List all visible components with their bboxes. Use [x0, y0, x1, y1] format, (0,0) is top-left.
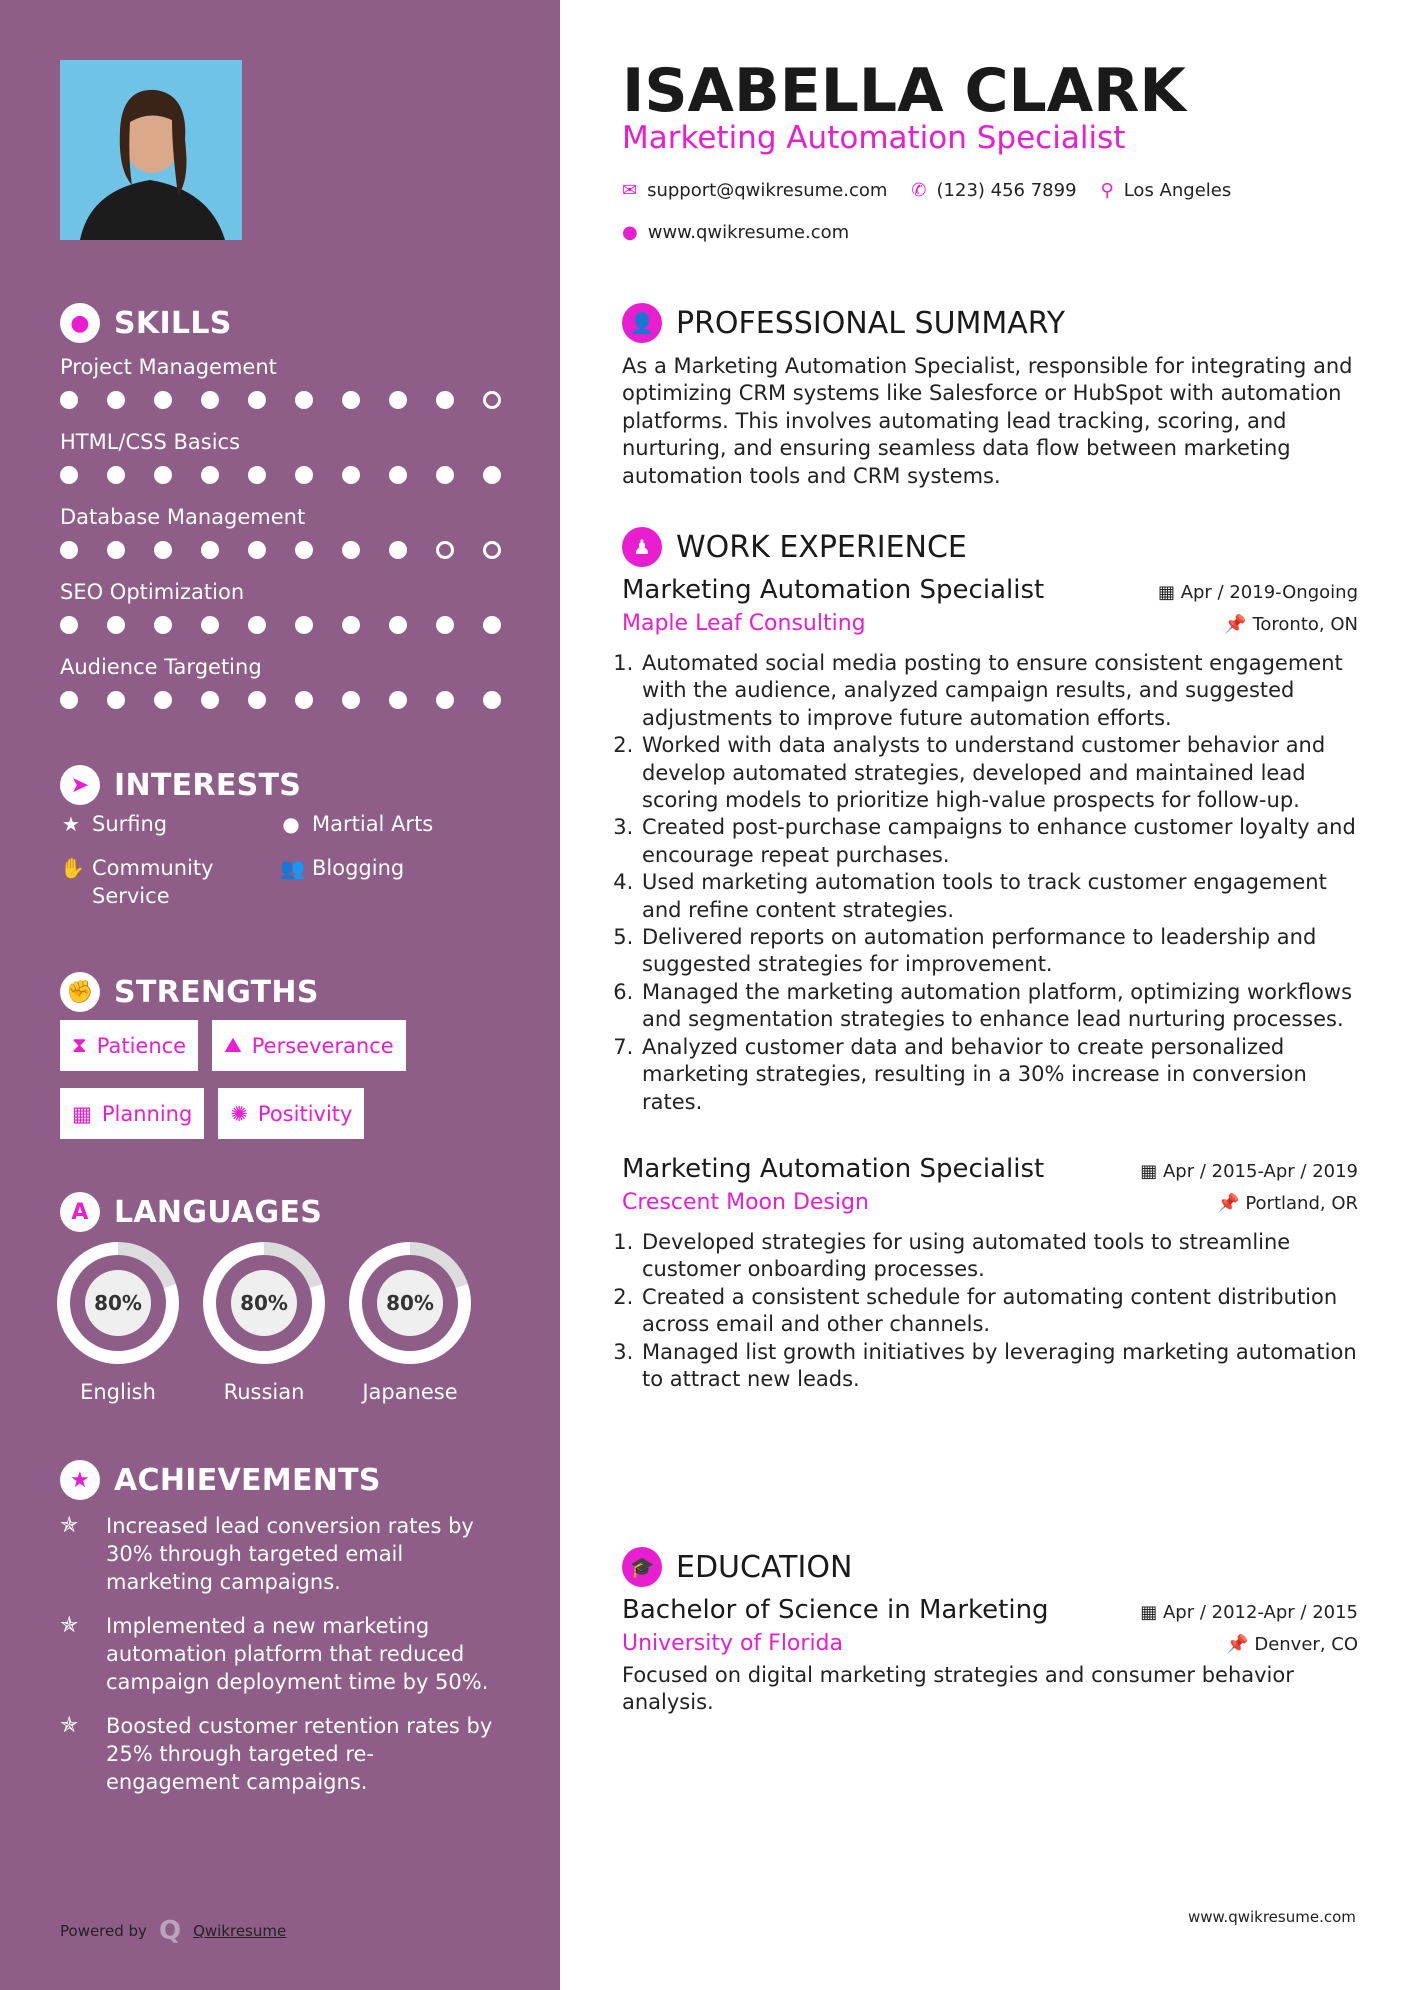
dot-filled: [107, 616, 125, 634]
job-header: [622, 1154, 1358, 1184]
pin-icon: 📌: [1217, 1192, 1246, 1214]
dot-filled: [342, 616, 360, 634]
job-location-text: Toronto, ON: [1252, 614, 1358, 635]
dot-filled: [60, 541, 78, 559]
education-heading: 🎓 EDUCATION: [622, 1547, 852, 1587]
language-percent: 80%: [377, 1270, 443, 1336]
job-location-text: Portland, OR: [1245, 1192, 1358, 1214]
dot-filled: [248, 466, 266, 484]
dot-filled: [436, 691, 454, 709]
achievements-heading: ★ ACHIEVEMENTS: [60, 1460, 381, 1500]
dot-filled: [483, 466, 501, 484]
school: University of Florida: [622, 1631, 843, 1656]
powered-by: Powered by Q Qwikresume: [60, 1916, 287, 1946]
star-badge-icon: ★: [60, 1460, 100, 1500]
achievement-item: [60, 1712, 500, 1796]
map-pin-icon: ⚲: [1100, 180, 1114, 201]
company-name: Crescent Moon Design: [622, 1189, 869, 1215]
profile-photo: [60, 60, 242, 240]
dot-filled: [342, 541, 360, 559]
jobs-list: [622, 575, 1362, 1393]
dot-filled: [436, 616, 454, 634]
dot-filled: [389, 391, 407, 409]
achievements-list: [60, 1512, 500, 1796]
dot-filled: [201, 391, 219, 409]
strength-label: Patience: [96, 1033, 187, 1058]
dot-empty: [483, 541, 501, 559]
footer-website[interactable]: www.qwikresume.com: [1188, 1908, 1356, 1926]
skill-label: Audience Targeting: [60, 655, 262, 679]
dot-filled: [154, 541, 172, 559]
strength-tag: [60, 1020, 198, 1071]
job-date: [1158, 582, 1358, 603]
dot-filled: [295, 616, 313, 634]
job-location: [1217, 1193, 1358, 1214]
star-burst-icon: ✯: [60, 1613, 79, 1638]
calendar-icon: ▦: [72, 1101, 92, 1126]
skills-heading: ● SKILLS: [60, 303, 232, 343]
achievement-text: Increased lead conversion rates by 30% through targeted email marketing campaigns.: [106, 1514, 474, 1594]
dot-filled: [154, 391, 172, 409]
interest-item: [60, 854, 280, 910]
skill-label: Database Management: [60, 505, 306, 529]
ring-gap: [216, 1255, 312, 1351]
dot-filled: [60, 616, 78, 634]
dot-filled: [201, 466, 219, 484]
job-header: [622, 575, 1358, 605]
job-date: [1140, 1161, 1358, 1182]
job-subheader: [622, 1190, 1358, 1215]
strengths-heading: ✊ STRENGTHS: [60, 972, 319, 1012]
job-bullet: 3. Managed list growth initiatives by leveraging marketing automation to attract new leads.: [640, 1339, 1362, 1394]
language-ring: [57, 1242, 179, 1364]
skill-item: [60, 430, 530, 505]
website-link[interactable]: www.qwikresume.com: [647, 222, 850, 243]
job-bullets: [622, 650, 1362, 1116]
dot-filled: [248, 541, 266, 559]
dot-filled: [342, 466, 360, 484]
achievement-item: [60, 1612, 500, 1696]
job-bullets: [622, 1229, 1362, 1393]
ring-gap: [70, 1255, 166, 1351]
education-location: Denver, CO: [1254, 1634, 1358, 1655]
phone-icon: ✆: [911, 180, 927, 201]
ring-gap: [362, 1255, 458, 1351]
summary-text: As a Marketing Automation Specialist, responsible for integrating and optimizing CRM systems like Salesforce or HubSpot with automation platforms. This involves automating lead tracking, scoring, and nurturing, and ensuring seamless data flow between marketing automation tools and CRM systems.: [622, 354, 1353, 488]
job-bullet: 1. Automated social media posting to ensure consistent engagement with the audience, analyzed campaign results, and suggested adjustments to improve future automation efforts.: [640, 650, 1362, 732]
job-entry: [622, 575, 1362, 1116]
dot-filled: [389, 691, 407, 709]
degree: Bachelor of Science in Marketing: [622, 1595, 1049, 1625]
job-bullet: 1. Developed strategies for using automated tools to streamline customer onboarding processes.: [640, 1229, 1362, 1284]
language-label: English: [80, 1380, 156, 1404]
interest-label: Blogging: [312, 856, 405, 880]
candidate-name: ISABELLA CLARK: [622, 56, 1186, 126]
interest-item: [280, 810, 500, 838]
dot-filled: [60, 391, 78, 409]
skill-item: [60, 355, 530, 430]
interest-item: [60, 810, 280, 838]
location-text: Los Angeles: [1123, 180, 1232, 201]
skill-item: [60, 655, 530, 730]
dot-filled: [483, 691, 501, 709]
strength-tag: [60, 1088, 204, 1139]
achievement-text: Boosted customer retention rates by 25% through targeted re-engagement campaigns.: [106, 1714, 493, 1794]
road-icon: ⛰: [224, 1033, 242, 1057]
interest-label: Martial Arts: [312, 812, 434, 836]
dot-empty: [483, 391, 501, 409]
dot-filled: [389, 616, 407, 634]
website-row: [622, 222, 849, 243]
fist-icon: ✊: [60, 972, 100, 1012]
email-link[interactable]: support@qwikresume.com: [647, 180, 888, 201]
dot-filled: [389, 466, 407, 484]
calendar-icon: ▦: [1140, 1602, 1163, 1623]
dot-filled: [295, 391, 313, 409]
users-icon: 👥: [280, 856, 305, 880]
dot-filled: [342, 391, 360, 409]
interest-item: [280, 854, 500, 910]
dot-filled: [154, 616, 172, 634]
language-item: [45, 1242, 191, 1404]
paper-plane-icon: ➤: [60, 765, 100, 805]
contact-row: [622, 180, 1231, 201]
globe-icon: ●: [282, 812, 300, 836]
achievement-item: [60, 1512, 500, 1596]
skill-rating: [60, 691, 530, 709]
dot-filled: [483, 616, 501, 634]
dot-filled: [295, 466, 313, 484]
user-icon: 👤: [622, 303, 662, 343]
translate-icon: A: [60, 1192, 100, 1232]
job-bullet: 2. Created a consistent schedule for automating content distribution across email and other channels.: [640, 1284, 1362, 1339]
dot-filled: [107, 541, 125, 559]
graduate-icon: 🎓: [622, 1547, 662, 1587]
achievement-text: Implemented a new marketing automation platform that reduced campaign deployment time by 50%.: [106, 1614, 489, 1694]
strength-label: Perseverance: [251, 1033, 394, 1058]
education-entry: [622, 1595, 1362, 1717]
dot-filled: [436, 391, 454, 409]
strengths-list: [60, 1020, 480, 1139]
language-item: [191, 1242, 337, 1404]
star-burst-icon: ✯: [60, 1713, 79, 1738]
hourglass-icon: ⧗: [72, 1033, 87, 1057]
globe-icon: ●: [622, 222, 638, 243]
language-label: Russian: [223, 1380, 305, 1404]
sidebar: [0, 0, 560, 1990]
dot-empty: [436, 541, 454, 559]
job-bullet: 3. Created post-purchase campaigns to enhance customer loyalty and encourage repeat purchases.: [640, 814, 1362, 869]
calendar-icon: ▦: [1140, 1160, 1163, 1182]
summary-heading: 👤 PROFESSIONAL SUMMARY: [622, 303, 1065, 343]
qwikresume-link[interactable]: Qwikresume: [193, 1922, 287, 1940]
dot-filled: [342, 691, 360, 709]
job-bullet: 6. Managed the marketing automation platform, optimizing workflows and segmentation strategies to enhance lead nurturing processes.: [640, 979, 1362, 1034]
job-subheader: [622, 611, 1358, 636]
job-title: Marketing Automation Specialist: [622, 1153, 1045, 1184]
language-label: Japanese: [362, 1380, 458, 1404]
calendar-icon: ▦: [1157, 582, 1181, 603]
star-icon: ★: [62, 812, 80, 836]
dot-filled: [154, 691, 172, 709]
dot-filled: [107, 391, 125, 409]
skill-label: SEO Optimization: [60, 580, 245, 604]
pin-icon: 📌: [1224, 614, 1253, 635]
job-title: Marketing Automation Specialist: [622, 575, 1045, 605]
interest-label: Community Service: [92, 856, 214, 908]
education-date: Apr / 2012-Apr / 2015: [1162, 1602, 1358, 1623]
strength-label: Planning: [101, 1101, 193, 1126]
qwikresume-logo-icon: Q: [158, 1916, 182, 1946]
skill-rating: [60, 466, 530, 484]
dot-filled: [436, 466, 454, 484]
job-bullet: 7. Analyzed customer data and behavior to create personalized marketing strategies, resulting in a 30% increase in conversion rates.: [640, 1034, 1362, 1116]
languages-heading: A LANGUAGES: [60, 1192, 322, 1232]
skill-item: [60, 505, 530, 580]
dot-filled: [389, 541, 407, 559]
job-location: [1224, 614, 1358, 635]
interests-list: [60, 810, 520, 910]
dot-filled: [201, 541, 219, 559]
dot-filled: [201, 616, 219, 634]
strength-tag: [218, 1088, 364, 1139]
skill-item: [60, 580, 530, 655]
chair-icon: ♟: [622, 527, 662, 567]
interests-heading: ➤ INTERESTS: [60, 765, 301, 805]
dot-filled: [248, 691, 266, 709]
strength-tag: [212, 1020, 406, 1071]
job-entry: [622, 1154, 1362, 1393]
dot-filled: [295, 541, 313, 559]
skill-rating: [60, 616, 530, 634]
dot-filled: [107, 691, 125, 709]
language-percent: 80%: [231, 1270, 297, 1336]
skill-rating: [60, 541, 530, 559]
job-date-text: Apr / 2019-Ongoing: [1180, 582, 1358, 603]
pin-icon: 📌: [1226, 1634, 1255, 1655]
language-ring: [203, 1242, 325, 1364]
job-bullet: 4. Used marketing automation tools to track customer engagement and refine content strategies.: [640, 869, 1362, 924]
company-name: Maple Leaf Consulting: [622, 611, 866, 636]
dot-filled: [154, 466, 172, 484]
strength-label: Positivity: [257, 1101, 353, 1126]
dot-filled: [201, 691, 219, 709]
dot-filled: [295, 691, 313, 709]
lightbulb-icon: ●: [60, 303, 100, 343]
languages-list: [45, 1242, 483, 1404]
language-item: [337, 1242, 483, 1404]
education-text: Focused on digital marketing strategies and consumer behavior analysis.: [622, 1663, 1294, 1715]
dot-filled: [248, 391, 266, 409]
job-date-text: Apr / 2015-Apr / 2019: [1162, 1160, 1358, 1182]
language-ring: [349, 1242, 471, 1364]
phone-text: (123) 456 7899: [936, 180, 1077, 201]
skill-label: HTML/CSS Basics: [60, 430, 241, 454]
sun-icon: ✺: [230, 1101, 248, 1126]
dot-filled: [107, 466, 125, 484]
skill-rating: [60, 391, 530, 409]
job-bullet: 2. Worked with data analysts to understand customer behavior and develop automated strategies, developed and maintained lead scoring models to prioritize high-value prospects for follow-up.: [640, 732, 1362, 814]
skills-list: [60, 355, 530, 730]
candidate-title: Marketing Automation Specialist: [622, 120, 1126, 156]
dot-filled: [60, 466, 78, 484]
dot-filled: [248, 616, 266, 634]
hand-icon: ✋: [60, 856, 85, 880]
dot-filled: [60, 691, 78, 709]
work-heading: ♟ WORK EXPERIENCE: [622, 527, 967, 567]
language-percent: 80%: [85, 1270, 151, 1336]
star-burst-icon: ✯: [60, 1513, 79, 1538]
envelope-icon: ✉: [622, 180, 638, 201]
interest-label: Surfing: [92, 812, 168, 836]
job-bullet: 5. Delivered reports on automation performance to leadership and suggested strategies for improvement.: [640, 924, 1362, 979]
skill-label: Project Management: [60, 355, 277, 379]
